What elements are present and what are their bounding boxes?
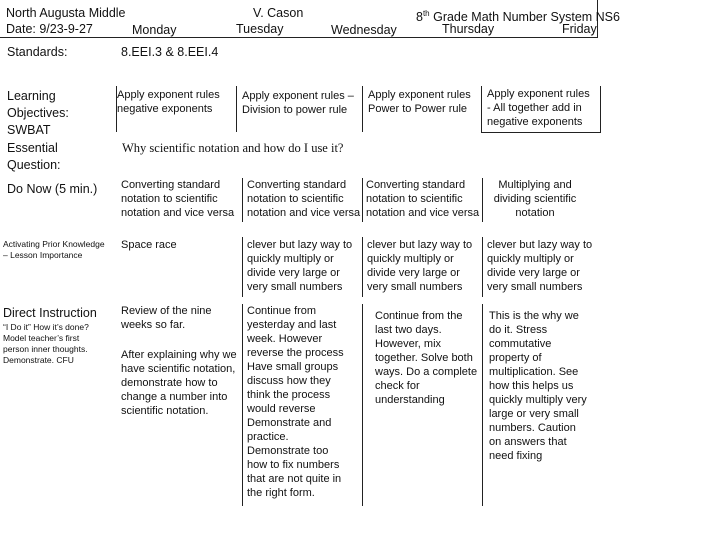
divider <box>242 178 243 222</box>
direct-monday-explain: After explaining why we have scientific notation, demonstrate how to change a number into scientific notation. <box>121 349 237 417</box>
divider <box>242 237 243 297</box>
donow-label: Do Now (5 min.) <box>7 182 98 196</box>
divider <box>482 178 483 222</box>
donow-monday: Converting standard notation to scientific notation and vice versa <box>121 179 235 219</box>
standards-label: Standards: <box>7 45 68 59</box>
divider <box>242 304 243 506</box>
teacher-name: V. Cason <box>253 6 304 20</box>
objectives-label: Learning Objectives: SWBAT <box>7 89 69 137</box>
essential-label: Essential Question: <box>7 141 61 172</box>
divider <box>362 178 363 222</box>
direct-thursday: This is the why we do it. Stress commutative property of multiplication. See how this helps us quickly multiply very large or very small numbers. Caution on answers that need fixing <box>489 310 587 462</box>
day-thursday: Thursday <box>442 22 495 36</box>
direct-tuesday: Continue from yesterday and last week. However reverse the process Have small groups discuss how they think the process would reverse Demonstrate and practice. Demonstrate too how to fix numbers that are not quite in the right form. <box>247 305 344 499</box>
divider <box>481 86 482 132</box>
divider <box>362 86 363 132</box>
essential-question: Why scientific notation and how do I use it? <box>122 141 344 155</box>
direct-label: Direct Instruction <box>3 306 97 320</box>
divider <box>482 237 483 297</box>
donow-wednesday: Converting standard notation to scientific notation and vice versa <box>366 179 480 219</box>
activating-wednesday: clever but lazy way to quickly multiply or divide very large or very small numbers <box>367 239 473 293</box>
direct-sublabel: “I Do it” How it’s done? Model teacher’s first person inner thoughts. Demonstrate. CFU <box>3 322 89 365</box>
direct-wednesday: Continue from the last two days. However, mix together. Solve both ways. Do a complete check for understanding <box>375 310 478 406</box>
donow-thursday: Multiplying and dividing scientific notation <box>493 179 577 219</box>
activating-tuesday: clever but lazy way to quickly multiply or divide very large or very small numbers <box>247 239 353 293</box>
day-friday: Friday <box>562 22 597 36</box>
divider <box>482 304 483 506</box>
divider <box>362 304 363 506</box>
day-wednesday: Wednesday <box>331 23 397 37</box>
course-title: 8th Grade Math Number System NS6 <box>416 9 620 25</box>
day-monday: Monday <box>132 23 177 37</box>
objective-wednesday: Apply exponent rules Power to Power rule <box>368 89 471 115</box>
standards-value: 8.EEI.3 & 8.EEI.4 <box>121 45 219 59</box>
activating-label: Activating Prior Knowledge – Lesson Importance <box>3 239 105 260</box>
divider <box>481 132 601 133</box>
divider <box>362 237 363 297</box>
activating-thursday: clever but lazy way to quickly multiply or divide very large or very small numbers <box>487 239 593 293</box>
donow-tuesday: Converting standard notation to scientific notation and vice versa <box>247 179 361 219</box>
activating-monday: Space race <box>121 239 177 251</box>
objective-thursday: Apply exponent rules - All together add in negative exponents <box>487 88 590 128</box>
date-label: Date: 9/23-9-27 <box>6 22 93 36</box>
direct-monday-review: Review of the nine weeks so far. <box>121 305 212 331</box>
divider <box>236 86 237 132</box>
day-tuesday: Tuesday <box>236 22 284 36</box>
objective-tuesday: Apply exponent rules – Division to power rule <box>242 90 354 116</box>
school-name: North Augusta Middle <box>6 6 126 20</box>
objective-monday: Apply exponent rules negative exponents <box>117 89 220 115</box>
divider <box>600 86 601 132</box>
